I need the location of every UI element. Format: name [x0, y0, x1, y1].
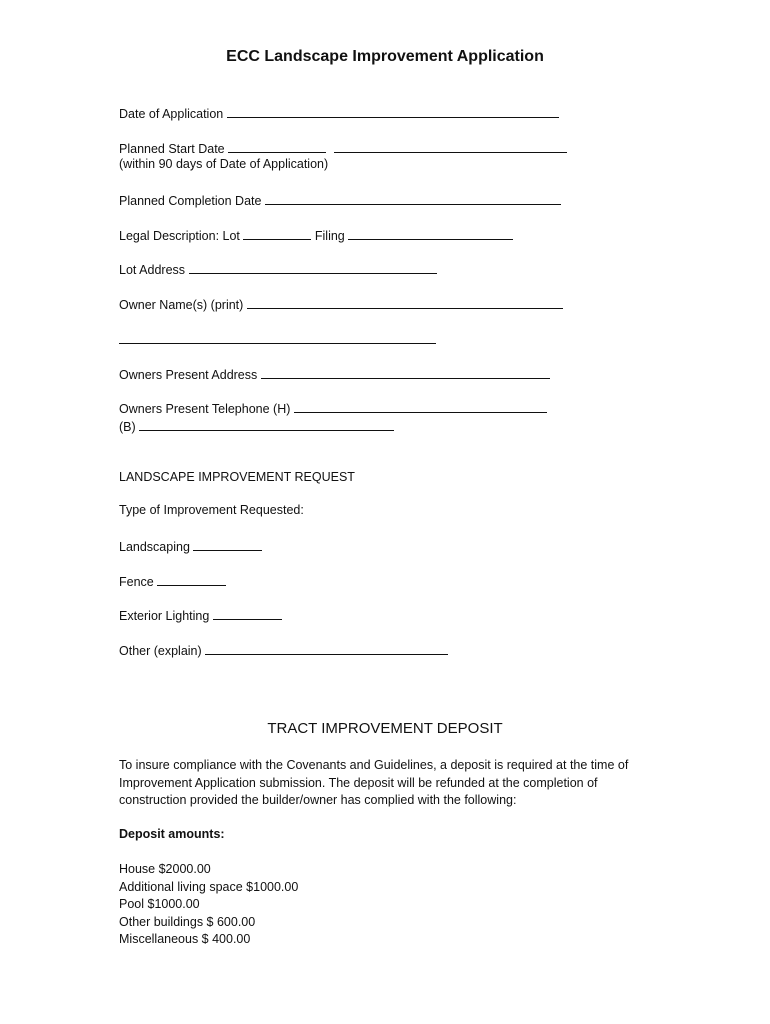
other-label: Other (explain): [119, 644, 202, 658]
request-heading: LANDSCAPE IMPROVEMENT REQUEST: [119, 470, 355, 484]
deposit-amounts-list: [119, 861, 298, 949]
owners-present-address-label: Owners Present Address: [119, 368, 258, 382]
deposit-amounts-label: Deposit amounts:: [119, 827, 225, 841]
telephone-h-field[interactable]: [294, 399, 547, 413]
lot-address-row: [119, 260, 437, 279]
exterior-lighting-field[interactable]: [213, 606, 282, 620]
telephone-b-field[interactable]: [139, 417, 394, 431]
lot-address-field[interactable]: [189, 260, 437, 274]
deposit-amount-house: House $2000.00: [119, 862, 211, 876]
owners-present-address-row: [119, 365, 550, 384]
deposit-amount-other-buildings: Other buildings $ 600.00: [119, 914, 256, 929]
fence-field[interactable]: [157, 572, 226, 586]
other-field[interactable]: [205, 641, 448, 655]
deposit-amount-miscellaneous: Miscellaneous $ 400.00: [119, 932, 251, 946]
telephone-b-row: [119, 417, 394, 436]
owners-present-address-field[interactable]: [261, 365, 550, 379]
type-of-improvement-label: Type of Improvement Requested:: [119, 503, 304, 517]
date-of-application-label: Date of Application: [119, 107, 224, 121]
legal-description-lot-label: Legal Description: Lot: [119, 229, 240, 243]
date-of-application-row: [119, 104, 559, 123]
owners-telephone-label: Owners Present Telephone (H): [119, 402, 291, 416]
deposit-amount-pool: Pool $1000.00: [119, 897, 200, 911]
planned-completion-date-row: [119, 191, 561, 210]
telephone-b-label: (B): [119, 420, 136, 434]
owner-names-field-2[interactable]: [119, 330, 436, 344]
planned-completion-date-label: Planned Completion Date: [119, 194, 262, 208]
owners-telephone-row: [119, 399, 547, 418]
deposit-paragraph: To insure compliance with the Covenants and Guidelines, a deposit is required at the time of Improvement Application submission. The deposit will be refunded at the completion of construction provided the builder/owner has complied with the following:: [119, 758, 629, 807]
landscaping-field[interactable]: [193, 537, 262, 551]
fence-row: [119, 572, 226, 591]
owner-names-field[interactable]: [247, 295, 563, 309]
landscaping-row: [119, 537, 262, 556]
planned-start-note: (within 90 days of Date of Application): [119, 157, 329, 171]
landscaping-label: Landscaping: [119, 540, 190, 554]
form-title: ECC Landscape Improvement Application: [226, 48, 544, 65]
exterior-lighting-row: [119, 606, 282, 625]
fence-label: Fence: [119, 575, 154, 589]
planned-start-date-field[interactable]: [228, 139, 326, 153]
owner-names-row-2: [119, 330, 436, 349]
owner-names-label: Owner Name(s) (print): [119, 298, 244, 312]
planned-start-date-label: Planned Start Date: [119, 142, 225, 156]
filing-label: Filing: [314, 229, 345, 243]
date-of-application-field[interactable]: [227, 104, 559, 118]
filing-field[interactable]: [348, 226, 513, 240]
lot-address-label: Lot Address: [119, 263, 186, 277]
planned-start-date-field-2[interactable]: [334, 139, 567, 153]
legal-description-row: [119, 226, 513, 245]
deposit-heading: TRACT IMPROVEMENT DEPOSIT: [267, 720, 503, 737]
other-row: [119, 641, 448, 660]
lot-field[interactable]: [243, 226, 311, 240]
planned-completion-date-field[interactable]: [265, 191, 561, 205]
owner-names-row: [119, 295, 563, 314]
exterior-lighting-label: Exterior Lighting: [119, 609, 210, 623]
deposit-amount-living-space: Additional living space $1000.00: [119, 879, 299, 894]
